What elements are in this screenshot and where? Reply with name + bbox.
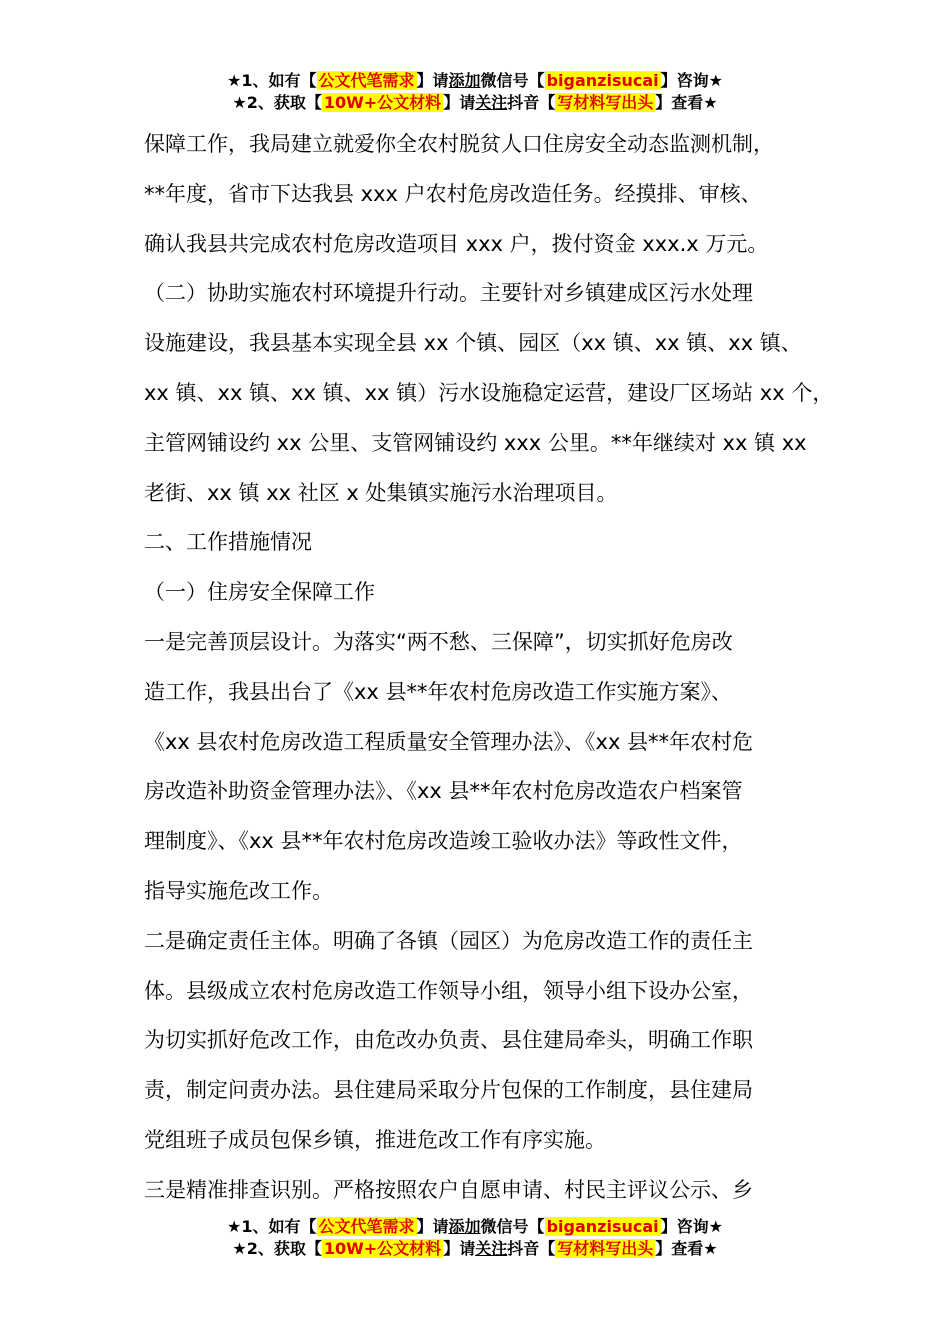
promo-text: 】请 — [416, 1217, 449, 1236]
body-line: 党组班子成员包保乡镇，推进危改工作有序实施。 — [144, 1127, 606, 1152]
promo-line-1 — [0, 70, 950, 92]
body-line: （二）协助实施农村环境提升行动。主要针对乡镇建成区污水处理 — [144, 281, 753, 306]
header-promo-banner — [0, 70, 950, 114]
promo-highlight: 写材料写出头 — [557, 1239, 654, 1258]
promo-text: 】请 — [416, 71, 449, 90]
document-body — [144, 120, 844, 1216]
body-line: xx 镇、xx 镇、xx 镇、xx 镇）污水设施稳定运营，建设厂区场站 xx 个， — [144, 380, 834, 405]
promo-line-1 — [0, 1216, 950, 1238]
body-line: 三是精准排查识别。严格按照农户自愿申请、村民主评议公示、乡 — [144, 1177, 753, 1202]
body-line: 确认我县共完成农村危房改造项目 xxx 户，拨付资金 xxx.x 万元。 — [144, 231, 769, 256]
body-line: 二是确定责任主体。明确了各镇（园区）为危房改造工作的责任主 — [144, 928, 753, 953]
body-line: 房改造补助资金管理办法》、《xx 县**年农村危房改造农户档案管 — [144, 779, 743, 804]
promo-line-2 — [0, 1238, 950, 1260]
footer-promo-banner — [0, 1216, 950, 1260]
promo-text: 】查看★ — [655, 1239, 718, 1258]
promo-highlight: 10W+公文材料 — [323, 93, 442, 112]
promo-text: ★2、获取【 — [232, 1239, 322, 1258]
promo-underline: 添加 — [448, 71, 481, 90]
body-line: 老街、xx 镇 xx 社区 x 处集镇实施污水治理项目。 — [144, 480, 618, 505]
promo-text: 微信号【 — [480, 71, 545, 90]
promo-highlight: 公文代笔需求 — [318, 1217, 415, 1236]
body-line: 造工作，我县出台了《xx 县**年农村危房改造工作实施方案》、 — [144, 679, 733, 704]
body-line: 理制度》、《xx 县**年农村危房改造竣工验收办法》等政性文件， — [144, 829, 743, 854]
promo-text: 】请 — [443, 93, 476, 112]
promo-text: ★1、如有【 — [227, 71, 317, 90]
promo-underline: 关注 — [475, 1239, 508, 1258]
body-line: 《xx 县农村危房改造工程质量安全管理办法》、《xx 县**年农村危 — [144, 729, 754, 754]
body-line: 体。县级成立农村危房改造工作领导小组，领导小组下设办公室， — [144, 978, 753, 1003]
promo-text: ★2、获取【 — [232, 93, 322, 112]
body-line: 一是完善顶层设计。为落实“两不愁、三保障”，切实抓好危房改 — [144, 629, 733, 654]
promo-text: 】请 — [443, 1239, 476, 1258]
subsection-heading: （一）住房安全保障工作 — [144, 580, 375, 605]
promo-highlight: 写材料写出头 — [557, 93, 654, 112]
promo-text: 抖音【 — [507, 1239, 556, 1258]
promo-highlight: 10W+公文材料 — [323, 1239, 442, 1258]
body-line: 为切实抓好危改工作，由危改办负责、县住建局牵头，明确工作职 — [144, 1028, 753, 1053]
promo-underline: 添加 — [448, 1217, 481, 1236]
promo-text: 】咨询★ — [660, 1217, 723, 1236]
promo-text: 】查看★ — [655, 93, 718, 112]
body-line: 设施建设，我县基本实现全县 xx 个镇、园区（xx 镇、xx 镇、xx 镇、 — [144, 331, 802, 356]
promo-text: 微信号【 — [480, 1217, 545, 1236]
body-line: 责，制定问责办法。县住建局采取分片包保的工作制度，县住建局 — [144, 1078, 753, 1103]
promo-text: 抖音【 — [507, 93, 556, 112]
promo-text: 】咨询★ — [660, 71, 723, 90]
promo-text: ★1、如有【 — [227, 1217, 317, 1236]
body-line: 指导实施危改工作。 — [144, 878, 333, 903]
section-heading: 二、工作措施情况 — [144, 530, 312, 555]
body-line: 主管网铺设约 xx 公里、支管网铺设约 xxx 公里。**年继续对 xx 镇 xx — [144, 430, 807, 455]
promo-underline: 关注 — [475, 93, 508, 112]
promo-highlight: 公文代笔需求 — [318, 71, 415, 90]
promo-highlight: biganzisucai — [546, 71, 659, 90]
promo-highlight: biganzisucai — [546, 1217, 659, 1236]
body-line: **年度，省市下达我县 xxx 户农村危房改造任务。经摸排、审核、 — [144, 181, 762, 206]
body-line: 保障工作，我局建立就爱你全农村脱贫人口住房安全动态监测机制， — [144, 132, 774, 156]
promo-line-2 — [0, 92, 950, 114]
